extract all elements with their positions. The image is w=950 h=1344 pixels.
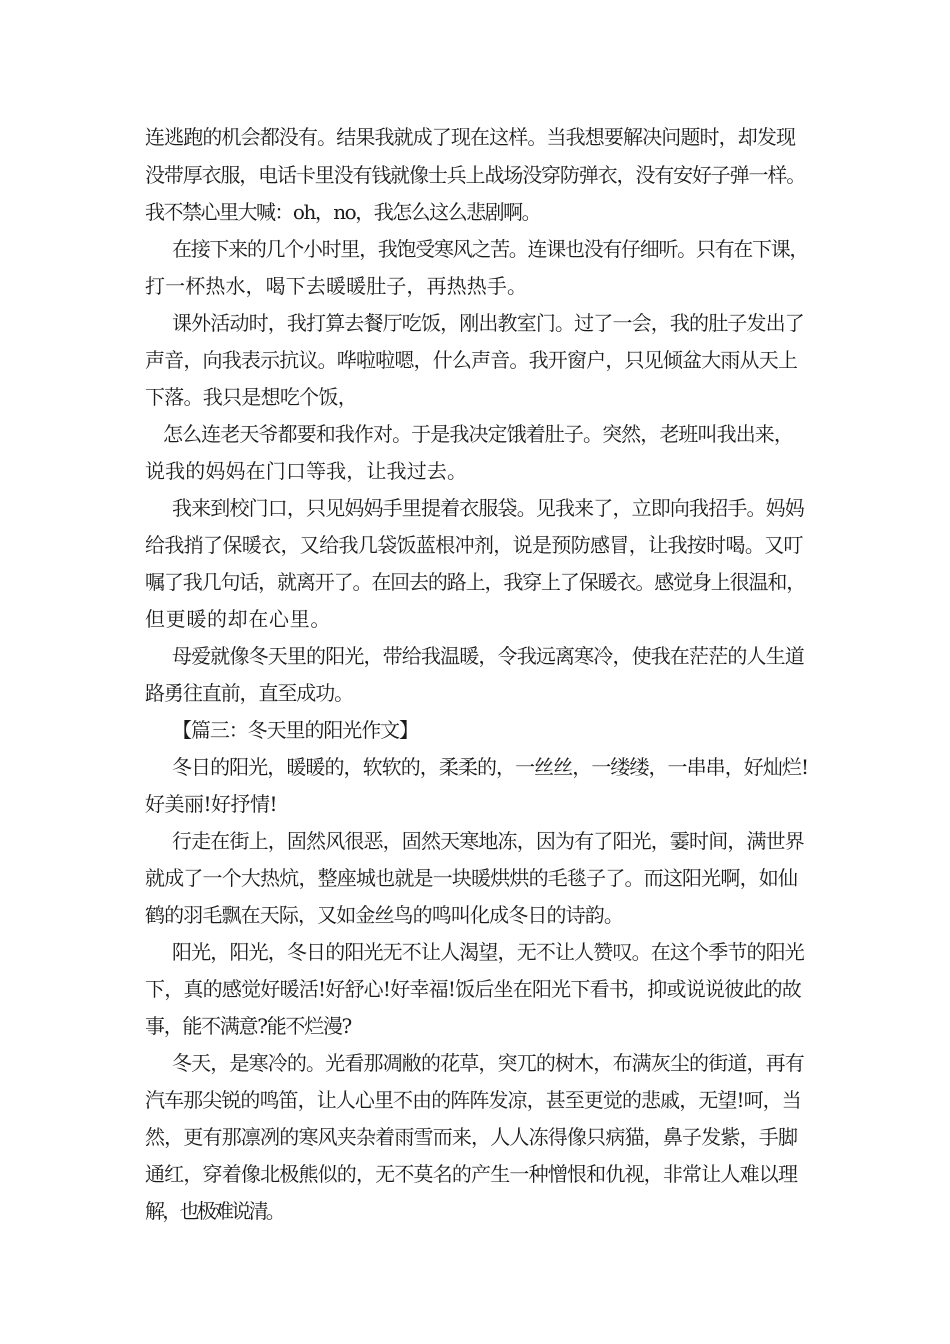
text-line-22: 鹤的羽毛飘在天际，又如金丝鸟的鸣叫化成冬日的诗韵。 (145, 903, 623, 927)
text-line-19: 好美丽!好抒情! (145, 792, 277, 816)
text-line-30: 解，也极难说清。 (145, 1199, 283, 1223)
text-line-3: 我不禁心里大喊：oh，no，我怎么这么悲剧啊。 (145, 200, 541, 224)
text-line-1: 连逃跑的机会都没有。结果我就成了现在这样。当我想要解决问题时，却发现 (145, 125, 796, 149)
text-line-16: 路勇往直前，直至成功。 (145, 681, 354, 705)
text-line-27: 汽车那尖锐的鸣笛，让人心里不由的阵阵发凉，甚至更觉的悲戚，无望!呵，当 (145, 1088, 801, 1112)
text-line-11: 我来到校门口，只见妈妈手里提着衣服袋。见我来了，立即向我招手。妈妈 (172, 496, 804, 520)
text-line-4: 在接下来的几个小时里，我饱受寒风之苦。连课也没有仔细听。只有在下课， (172, 237, 809, 261)
text-line-5: 打一杯热水，喝下去暖暖肚子，再热热手。 (145, 274, 528, 298)
text-line-14: 但更暖的却在心里。 (145, 607, 332, 631)
text-line-21: 就成了一个大热炕，整座城也就是一块暖烘烘的毛毯子了。而这阳光啊，如仙 (145, 866, 798, 890)
text-line-7: 声音，向我表示抗议。哗啦啦嗯，什么声音。我开窗户，只见倾盆大雨从天上 (145, 348, 798, 372)
text-line-29: 通红，穿着像北极熊似的，无不莫名的产生一种憎恨和仇视，非常让人难以理 (145, 1162, 798, 1186)
section-heading: 【篇三：冬天里的阳光作文】 (172, 718, 418, 742)
text-line-26: 冬天，是寒冷的。光看那凋敝的花草，突兀的树木，布满灰尘的街道，再有 (172, 1051, 804, 1075)
text-line-9: 怎么连老天爷都要和我作对。于是我决定饿着肚子。突然，老班叫我出来， (163, 422, 793, 446)
text-line-10: 说我的妈妈在门口等我，让我过去。 (145, 459, 468, 483)
text-line-2: 没带厚衣服，电话卡里没有钱就像士兵上战场没穿防弹衣，没有安好子弹一样。 (145, 163, 806, 187)
text-line-12: 给我捎了保暖衣，又给我几袋饭蓝根冲剂，说是预防感冒，让我按时喝。又叮 (145, 533, 803, 557)
text-line-20: 行走在街上，固然风很恶，固然天寒地冻，因为有了阳光，霎时间，满世界 (172, 829, 804, 853)
text-line-8: 下落。我只是想吃个饭， (145, 385, 357, 409)
text-line-18: 冬日的阳光，暖暖的，软软的，柔柔的，一丝丝，一缕缕，一串串，好灿烂! (172, 755, 809, 779)
text-line-13: 嘱了我几句话，就离开了。在回去的路上，我穿上了保暖衣。感觉身上很温和， (145, 570, 806, 594)
text-line-24: 下，真的感觉好暖活!好舒心!好幸福!饭后坐在阳光下看书，抑或说说彼此的故 (145, 977, 802, 1001)
text-line-23: 阳光，阳光，冬日的阳光无不让人渴望，无不让人赞叹。在这个季节的阳光 (172, 940, 804, 964)
text-line-25: 事，能不满意?能不烂漫? (145, 1014, 351, 1038)
text-line-15: 母爱就像冬天里的阳光，带给我温暖，令我远离寒冷，使我在茫茫的人生道 (172, 644, 804, 668)
text-line-28: 然，更有那凛冽的寒风夹杂着雨雪而来，人人冻得像只病猫，鼻子发紫，手脚 (145, 1125, 798, 1149)
text-line-6: 课外活动时，我打算去餐厅吃饭，刚出教室门。过了一会，我的肚子发出了 (172, 311, 804, 335)
